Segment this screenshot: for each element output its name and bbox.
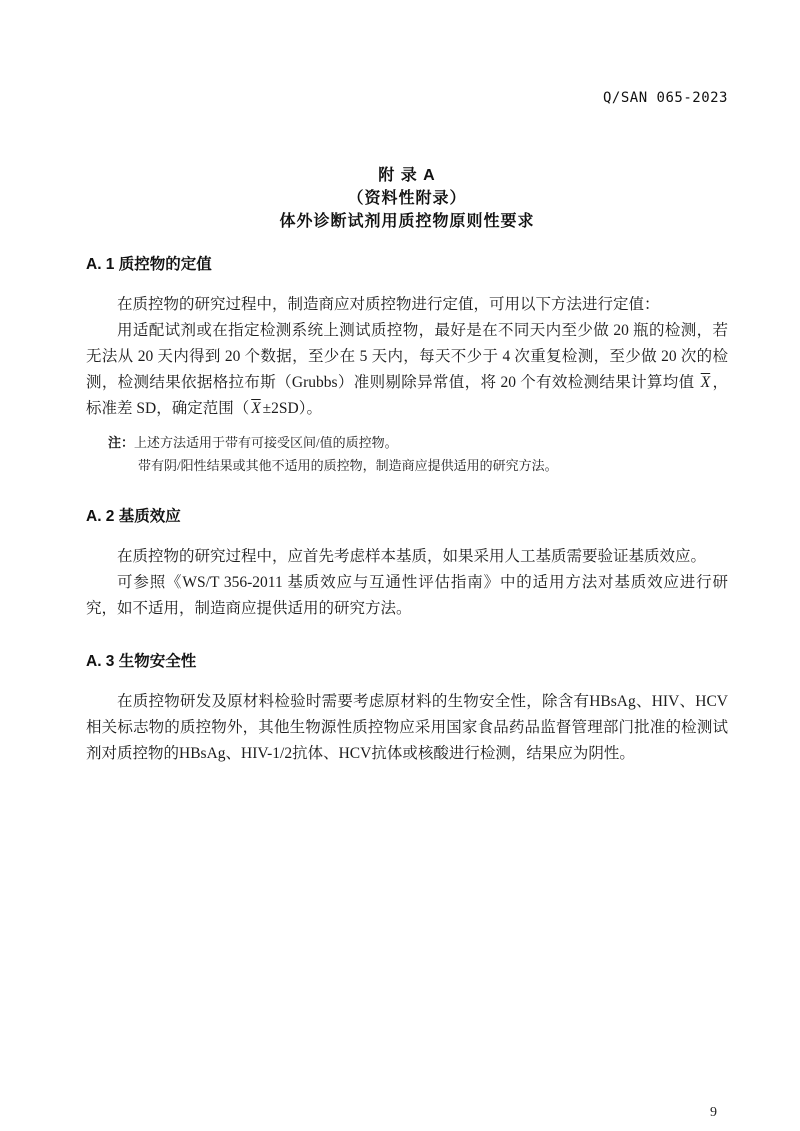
page-number: 9 — [710, 1105, 717, 1120]
a1-para2-text-1: 用适配试剂或在指定检测系统上测试质控物，最好是在不同天内至少做 20 瓶的检测，若无法从 20 天内得到 20 个数据，至少在 5 天内，每天不少于 4 次重复检测，至少做 20 次的检测，检测结果依据格拉布斯（Grubbs）准则剔除异常值，将 20 个有效检测结果计算均值 — [86, 322, 728, 391]
note-label: 注： — [108, 435, 135, 450]
section-a3-heading: A. 3 生物安全性 — [86, 653, 197, 670]
appendix-title-block — [86, 164, 728, 233]
section-a1-heading: A. 1 质控物的定值 — [86, 256, 212, 273]
section-a2-paragraph-1: 在质控物的研究过程中，应首先考虑样本基质，如果采用人工基质需要验证基质效应。 — [117, 548, 707, 565]
mean-symbol-xbar: $\overline{X}$ — [700, 374, 711, 391]
section-a2-paragraph-2: 可参照《WS/T 356-2011 基质效应与互通性评估指南》中的适用方法对基质效应进行研究，如不适用，制造商应提供适用的研究方法。 — [86, 574, 728, 617]
note-line-2: 带有阴/阳性结果或其他不适用的质控物，制造商应提供适用的研究方法。 — [138, 458, 558, 473]
a1-para2-text-2: ，标准差 SD，确定范围（ — [86, 374, 728, 417]
a1-para2-text-3: ±2SD）。 — [262, 400, 322, 417]
appendix-title: 体外诊断试剂用质控物原则性要求 — [279, 213, 535, 230]
doc-number-header: Q/SAN 065-2023 — [602, 90, 728, 106]
section-a1-paragraph-2 — [86, 318, 728, 422]
mean-symbol-xbar: $\overline{X}$ — [251, 400, 261, 417]
note-line-1-text: 上述方法适用于带有可接受区间/值的质控物。 — [134, 435, 398, 450]
section-a2-heading: A. 2 基质效应 — [86, 508, 181, 525]
appendix-label: 附 录 A — [378, 167, 436, 184]
section-a3-paragraph-1: 在质控物研发及原材料检验时需要考虑原材料的生物安全性，除含有HBsAg、HIV、HCV相关标志物的质控物外，其他生物源性质控物应采用国家食品药品监督管理部门批准的检测试剂对质控物的HBsAg、HIV-1/2抗体、HCV抗体或核酸进行检测，结果应为阴性。 — [86, 693, 728, 762]
note-line-1 — [108, 431, 728, 454]
section-a1-paragraph-1: 在质控物的研究过程中，制造商应对质控物进行定值，可用以下方法进行定值： — [117, 296, 660, 313]
section-a1-note — [108, 431, 728, 477]
appendix-type: （资料性附录） — [347, 190, 467, 207]
